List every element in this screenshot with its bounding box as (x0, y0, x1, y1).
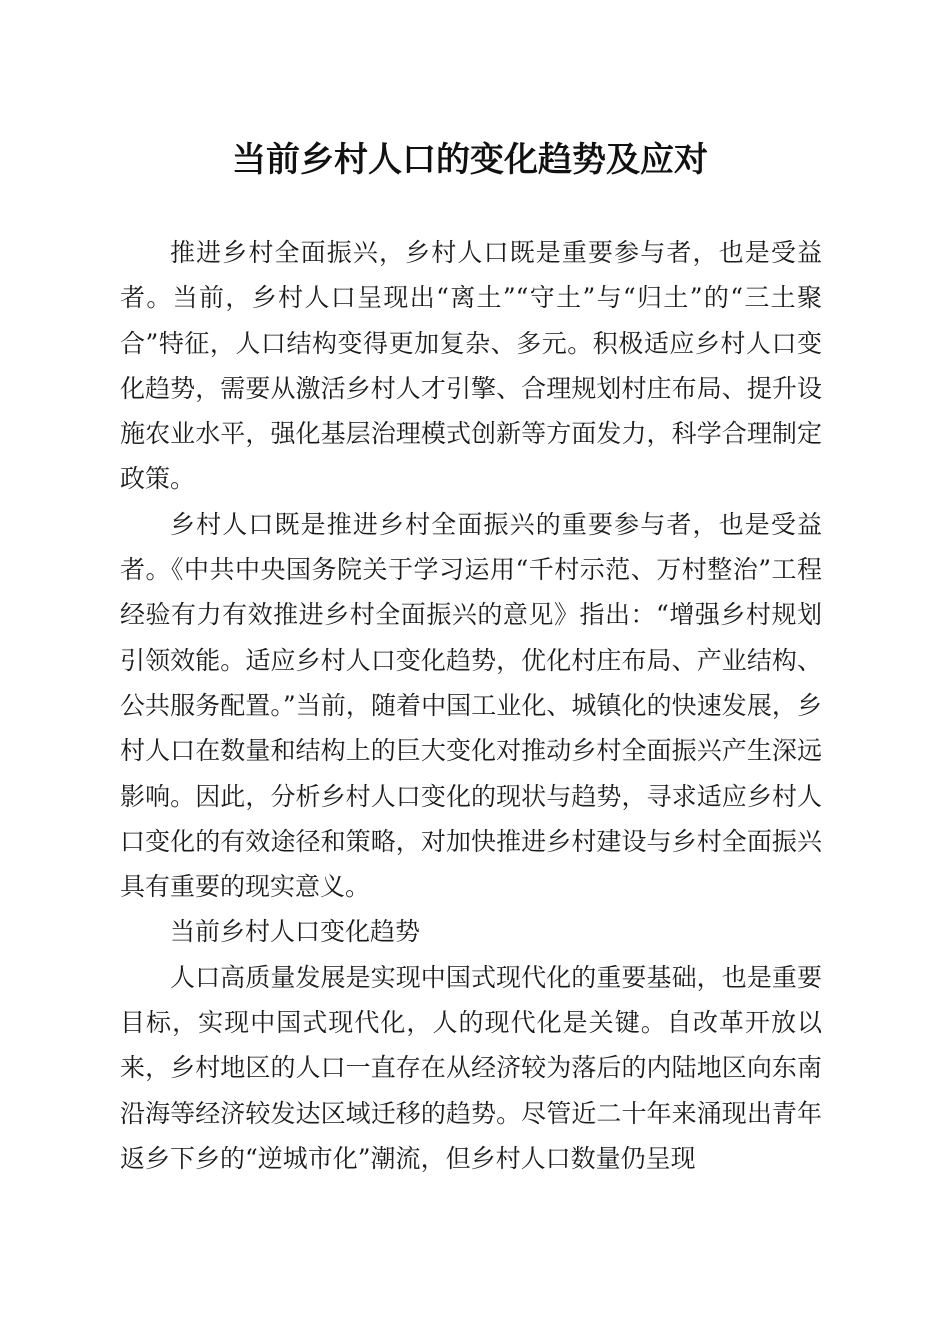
paragraph-background: 乡村人口既是推进乡村全面振兴的重要参与者，也是受益者。《中共中央国务院关于学习运用“千村示范、万村整治”工程经验有力有效推进乡村全面振兴的意见》指出：“增强乡村规划引领效能。适应乡村人口变化趋势，优化村庄布局、产业结构、公共服务配置。”当前，随着中国工业化、城镇化的快速发展，乡村人口在数量和结构上的巨大变化对推动乡村全面振兴产生深远影响。因此，分析乡村人口变化的现状与趋势，寻求适应乡村人口变化的有效途径和策略，对加快推进乡村建设与乡村全面振兴具有重要的现实意义。 (120, 509, 822, 902)
section-heading: 当前乡村人口变化趋势 (170, 917, 421, 947)
page-title: 当前乡村人口的变化趋势及应对 (232, 140, 708, 180)
paragraph-intro: 推进乡村全面振兴，乡村人口既是重要参与者，也是受益者。当前，乡村人口呈现出“离土”“守土”与“归土”的“三土聚合”特征，人口结构变得更加复杂、多元。积极适应乡村人口变化趋势，需要从激活乡村人才引擎、合理规划村庄布局、提升设施农业水平，强化基层治理模式创新等方面发力，科学合理制定政策。 (120, 238, 822, 494)
article-body (120, 230, 822, 1181)
paragraph-trend: 人口高质量发展是实现中国式现代化的重要基础，也是重要目标，实现中国式现代化，人的现代化是关键。自改革开放以来，乡村地区的人口一直存在从经济较为落后的内陆地区向东南沿海等经济较发达区域迁移的趋势。尽管近二十年来涌现出青年返乡下乡的“逆城市化”潮流，但乡村人口数量仍呈现 (120, 962, 822, 1173)
